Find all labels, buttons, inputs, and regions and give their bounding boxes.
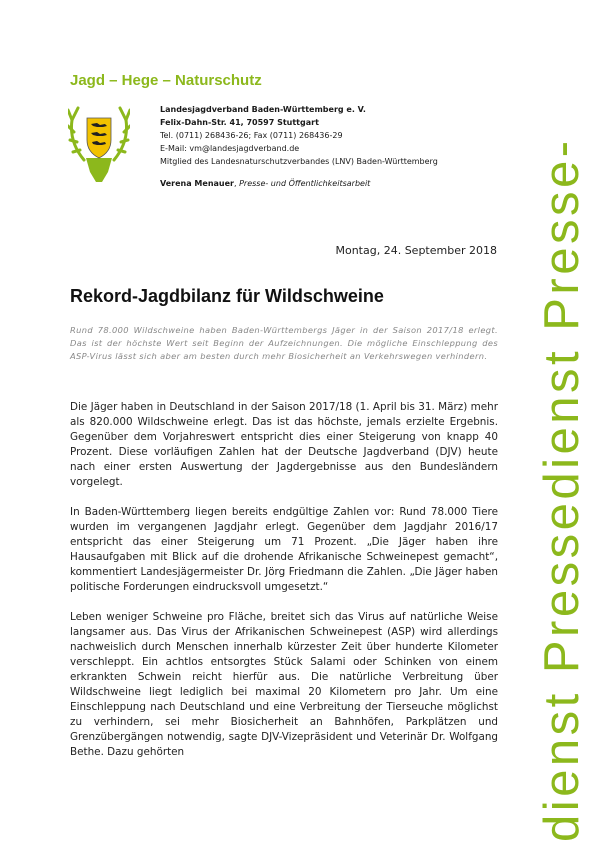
contact-person	[160, 177, 438, 190]
paragraph: Die Jäger haben in Deutschland in der Saison 2017/18 (1. April bis 31. März) mehr als 820.000 Wildschweine erlegt. Das ist das höchste, jemals erzielte Ergebnis. Gegenüber dem Vorjahreswert entspricht dies einer Steigerung von knapp 40 Prozent. Diese vorläufigen Zahlen hat der Deutsche Jagdverband (DJV) heute nach einer ersten Auswertung der Jagdergebnisse aus den Bundesländern vorgelegt.	[70, 401, 498, 488]
paragraph: In Baden-Württemberg liegen bereits endgültige Zahlen vor: Rund 78.000 Tiere wurden im vergangenen Jagdjahr erlegt. Gegenüber dem Jagdjahr 2016/17 entspricht das einer Steigerung um 71 Prozent. „Die Jäger haben ihre Hausaufgaben mit Blick auf die drohende Afrikanische Schweinepest gemacht“, kommentiert Landesjägermeister Dr. Jörg Friedmann die Zahlen. „Die Jäger haben politische Forderungen eindrucksvoll umgesetzt.“	[70, 506, 498, 593]
stag-antlers-shield-logo	[68, 102, 130, 184]
contact-block	[160, 103, 438, 191]
body-text	[70, 400, 498, 760]
paragraph: Leben weniger Schweine pro Fläche, breitet sich das Virus auf natürliche Weise langsamer aus. Das Virus der Afrikanischen Schweinepest (ASP) wird allerdings nachweislich durch Menschen innerhalb kürzester Zeit über hunderte Kilometer verschleppt. Ein achtlos entsorgtes Stück Salami oder Schinken von einem erkrankten Schwein reicht hierfür aus. Die natürliche Verbreitung über Wildschweine liegt lediglich bei maximal 20 Kilometern pro Jahr. Um eine Einschleppung nach Deutschland und eine Verbreitung der Tierseuche möglichst zu verhindern, sei mehr Biosicherheit an Bahnhöfen, Parkplätzen und Grenzübergängen notwendig, sagte DJV-Vizepräsident und Veterinär Dr. Wolfgang Bethe. Dazu gehörten	[70, 611, 498, 758]
org-address: Felix-Dahn-Str. 41, 70597 Stuttgart	[160, 118, 319, 128]
phone-fax: Tel. (0711) 268436-26; Fax (0711) 268436-29	[160, 131, 343, 141]
lead-paragraph: Rund 78.000 Wildschweine haben Baden-Württembergs Jäger in der Saison 2017/18 erlegt. Das ist der höchste Wert seit Beginn der Aufzeichnungen. Die mögliche Einschleppung des ASP-Virus lässt sich aber am besten durch mehr Biosicherheit an Verkehrswegen verhindern.	[70, 325, 498, 361]
press-date: Montag, 24. September 2018	[335, 244, 497, 257]
email-link[interactable]: E-Mail: vm@landesjagdverband.de	[160, 144, 300, 154]
contact-role: Presse- und Öffentlichkeitsarbeit	[239, 179, 371, 189]
contact-separator: ,	[233, 179, 240, 189]
org-name: Landesjagdverband Baden-Württemberg e. V.	[160, 105, 366, 114]
contact-name: Verena Menauer	[160, 179, 234, 189]
tagline: Jagd – Hege – Naturschutz	[70, 72, 262, 89]
headline: Rekord-Jagdbilanz für Wildschweine	[70, 286, 384, 306]
side-banner: dienst Pressedienst Presse-	[535, 137, 589, 842]
membership-note: Mitglied des Landesnaturschutzverbandes (LNV) Baden-Württemberg	[160, 157, 438, 167]
